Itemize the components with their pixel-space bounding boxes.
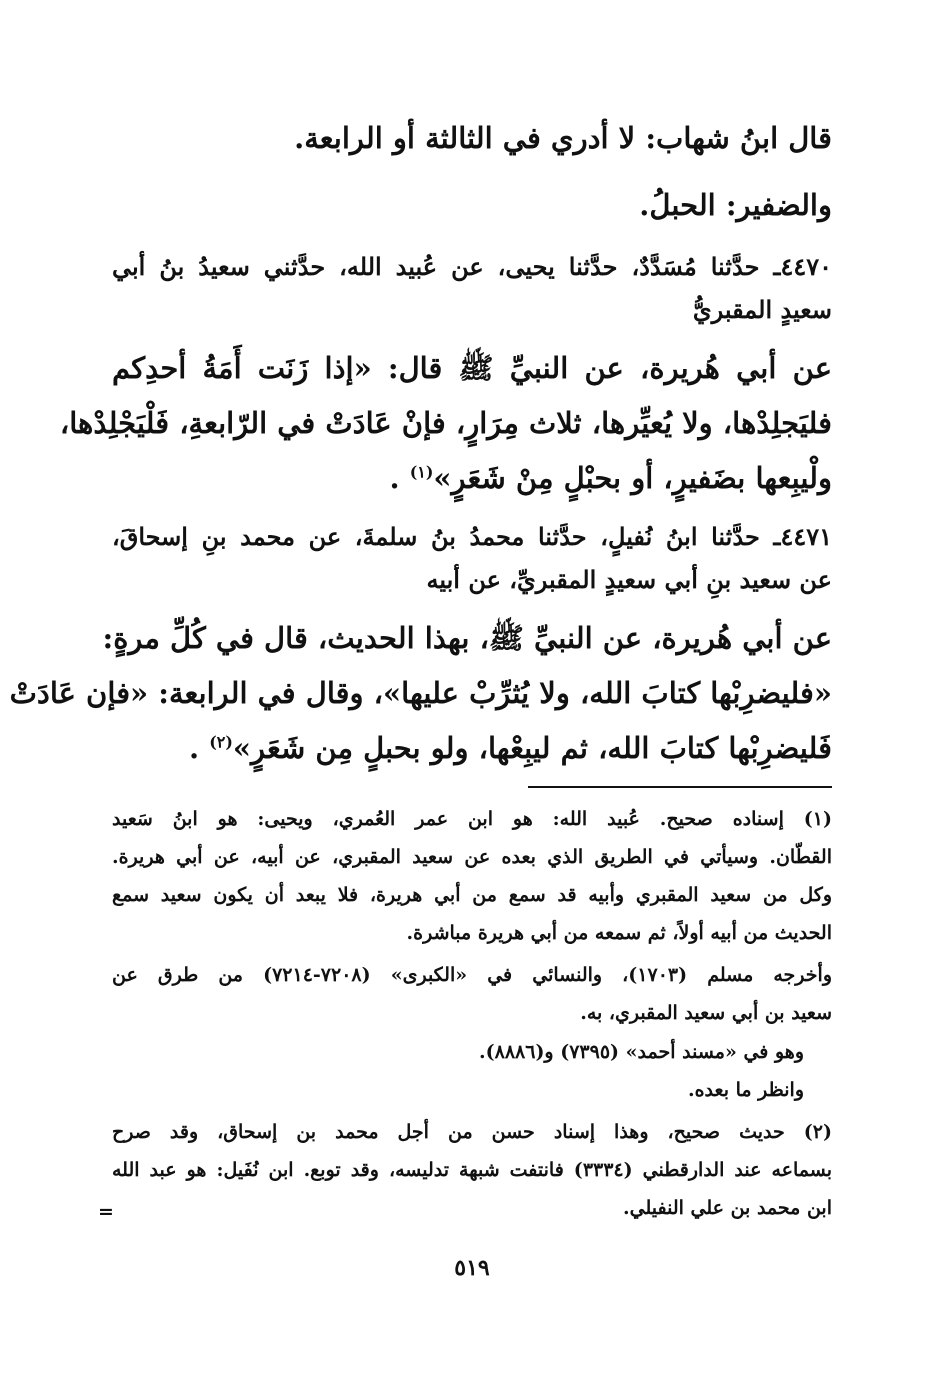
hadith-isnad-line: ٤٤٧١ـ حدَّثنا ابنُ نُفيلٍ، حدَّثنا محمدُ بنُ سلمةَ، عن محمد بنِ إسحاقَ، [112,522,832,551]
footnote-reference: (٢) [209,732,233,752]
footnote-line: سعيد بن أبي سعيد المقبري، به. [580,1002,832,1024]
hadith-matn-line: عن أبي هُريرة، عن النبيِّ ﷺ قال: «إذا زَنَت أَمَةُ أحدِكم [112,351,832,385]
footnote-line [112,804,832,834]
hadith-matn-line: عن أبي هُريرة، عن النبيِّ ﷺ، بهذا الحديث، قال في كُلِّ مرةٍ: [102,621,832,655]
text-line: قال ابنُ شهاب: لا أدري في الثالثة أو الرابعة. [294,121,832,155]
footnote-line: ابن محمد بن علي النفيلي. [623,1197,832,1219]
text-line: والضفير: الحبلُ. [639,188,832,222]
hadith-matn-line [112,458,832,498]
full-stop: . [389,461,410,495]
book-page [9,100,832,1340]
matn-text: فَليضرِبْها كتابَ الله، ثم ليبِعْها، ولو بحبلٍ مِن شَعَرٍ» [232,731,832,765]
continuation-mark: = [98,1201,114,1223]
footnote-text: حديث صحيح، وهذا إسناد حسن من أجل محمد بن إسحاق، وقد صرح [112,1121,785,1143]
matn-text: ولْيبِعها بضَفيرٍ، أو بحبْلٍ مِنْ شَعَرٍ» [433,461,832,495]
footnote-marker: (١) [803,808,832,830]
footnote-line: بسماعه عند الدارقطني (٣٣٣٤) فانتفت شبهة تدليسه، وقد توبع. ابن نُفَيل: هو عبد الله [112,1159,832,1181]
hadith-isnad-line: سعيدٍ المقبريُّ [692,295,832,324]
page-number: ٥١٩ [454,1255,490,1281]
hadith-isnad-line: عن سعيد بنِ أبي سعيدٍ المقبريِّ، عن أبيه [426,565,832,594]
hadith-isnad-line: ٤٤٧٠ـ حدَّثنا مُسَدَّدٌ، حدَّثنا يحيى، عن عُبيد الله، حدَّثني سعيدُ بنُ أبي [112,252,832,281]
footnote-line: وأخرجه مسلم (١٧٠٣)، والنسائي في «الكبرى» (٧٢٠٨-٧٢١٤) من طرق عن [112,964,832,986]
footnote-reference: (١) [409,462,434,482]
footnote-line: وهو في «مسند أحمد» (٧٣٩٥) و(٨٨٨٦). [479,1041,804,1063]
hadith-matn-line [112,728,832,768]
hadith-matn-line: «فليضرِبْها كتابَ الله، ولا يُثرِّبْ عليها»، وقال في الرابعة: «فإن عَادَتْ [9,676,832,710]
footnote-separator [528,786,832,788]
footnote-line: وكل من سعيد المقبري وأبيه قد سمع من أبي هريرة، فلا يبعد أن يكون سعيد سمع [112,884,832,906]
footnote-line: القطّان. وسيأتي في الطريق الذي بعده عن سعيد المقبري، عن أبيه، عن أبي هريرة. [112,846,832,868]
full-stop: . [189,731,210,765]
footnote-line: الحديث من أبيه أولاً، ثم سمعه من أبي هريرة مباشرة. [406,922,832,944]
footnote-text: إسناده صحيح. عُبيد الله: هو ابن عمر العُمري، ويحيى: هو ابنُ سَعيد [112,808,784,830]
footnote-marker: (٢) [803,1121,832,1143]
footnote-line [112,1117,832,1147]
footnote-line: وانظر ما بعده. [687,1079,804,1101]
hadith-matn-line: فليَجلِدْها، ولا يُعيِّرها، ثلاث مِرَارٍ، فإنْ عَادَتْ في الرّابعةِ، فَلْيَجْلِدْها، [59,406,832,440]
